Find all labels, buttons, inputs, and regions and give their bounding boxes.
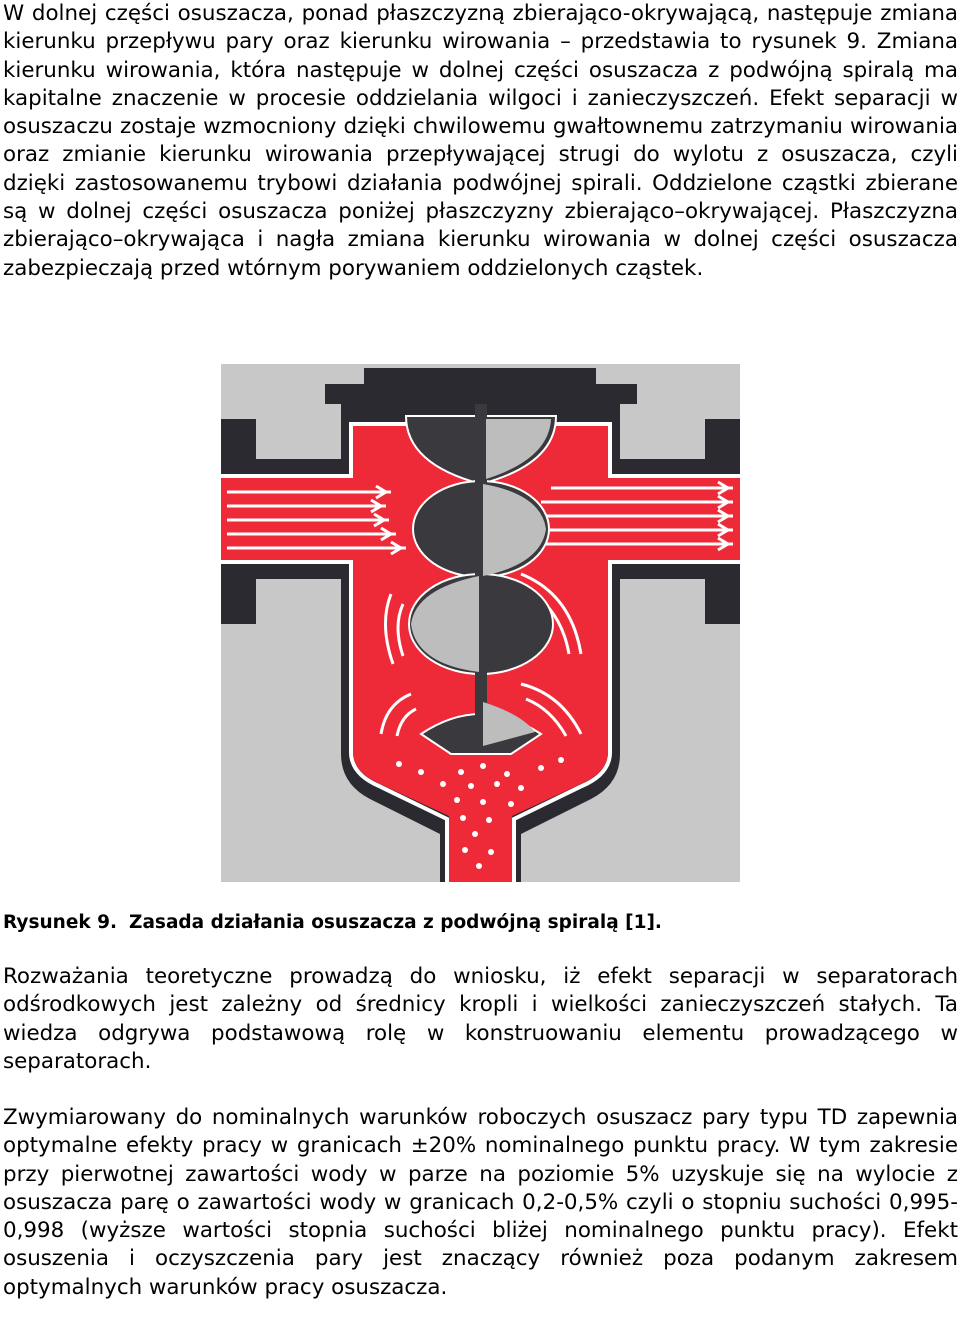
figure-caption — [3, 910, 662, 936]
paragraph-intro: W dolnej części osuszacza, ponad płaszczyzną zbierająco-okrywającą, następuje zmiana kierunku przepływu pary oraz kierunku wirowania – przedstawia to rysunek 9. Zmiana kierunku wirowania, która następuje w dolnej części osuszacza z podwójną spiralą ma kapitalne znaczenie w procesie oddzielania wilgoci i zanieczyszczeń. Efekt separacji w osuszaczu zostaje wzmocniony dzięki chwilowemu gwałtownemu zatrzymaniu wirowania oraz zmianie kierunku wirowania przepływającej strugi do wylotu z osuszacza, czyli dzięki zastosowanemu trybowi działania podwójnej spirali. Oddzielone cząstki zbierane są w dolnej części osuszacza poniżej płaszczyzny zbierająco–okrywającej. Płaszczyzna zbierająco–okrywająca i nagła zmiana kierunku wirowania w dolnej części osuszacza zabezpieczają przed wtórnym porywaniem oddzielonych cząstek. — [3, 1, 958, 281]
double-spiral-separator-diagram — [221, 364, 740, 882]
paragraph-performance: Zwymiarowany do nominalnych warunków roboczych osuszacz pary typu TD zapewnia optymalne efekty pracy w granicach ±20% nominalnego punktu pracy. W tym zakresie przy pierwotnej zawartości wody w parze na poziomie 5% uzyskuje się na wylocie z osuszacza parę o zawartości wody w granicach 0,2-0,5% czyli o stopniu suchości 0,995-0,998 (wyższe wartości stopnia suchości bliżej nominalnego punktu pracy). Efekt osuszenia i oczyszczenia pary jest znaczący również poza podanym zakresem optymalnych warunków pracy osuszacza. — [3, 1105, 958, 1300]
paragraph-theory: Rozważania teoretyczne prowadzą do wniosku, iż efekt separacji w separatorach odśrodkowych jest zależny od średnicy kropli i wielkości zanieczyszczeń stałych. Ta wiedza odgrywa podstawową rolę w konstruowaniu elementu prowadzącego w separatorach. — [3, 964, 958, 1074]
figure-caption-label: Rysunek 9. — [3, 912, 118, 933]
separator-diagram-figure — [221, 364, 740, 882]
figure-caption-text: Zasada działania osuszacza z podwójną spiralą [1]. — [129, 912, 662, 933]
